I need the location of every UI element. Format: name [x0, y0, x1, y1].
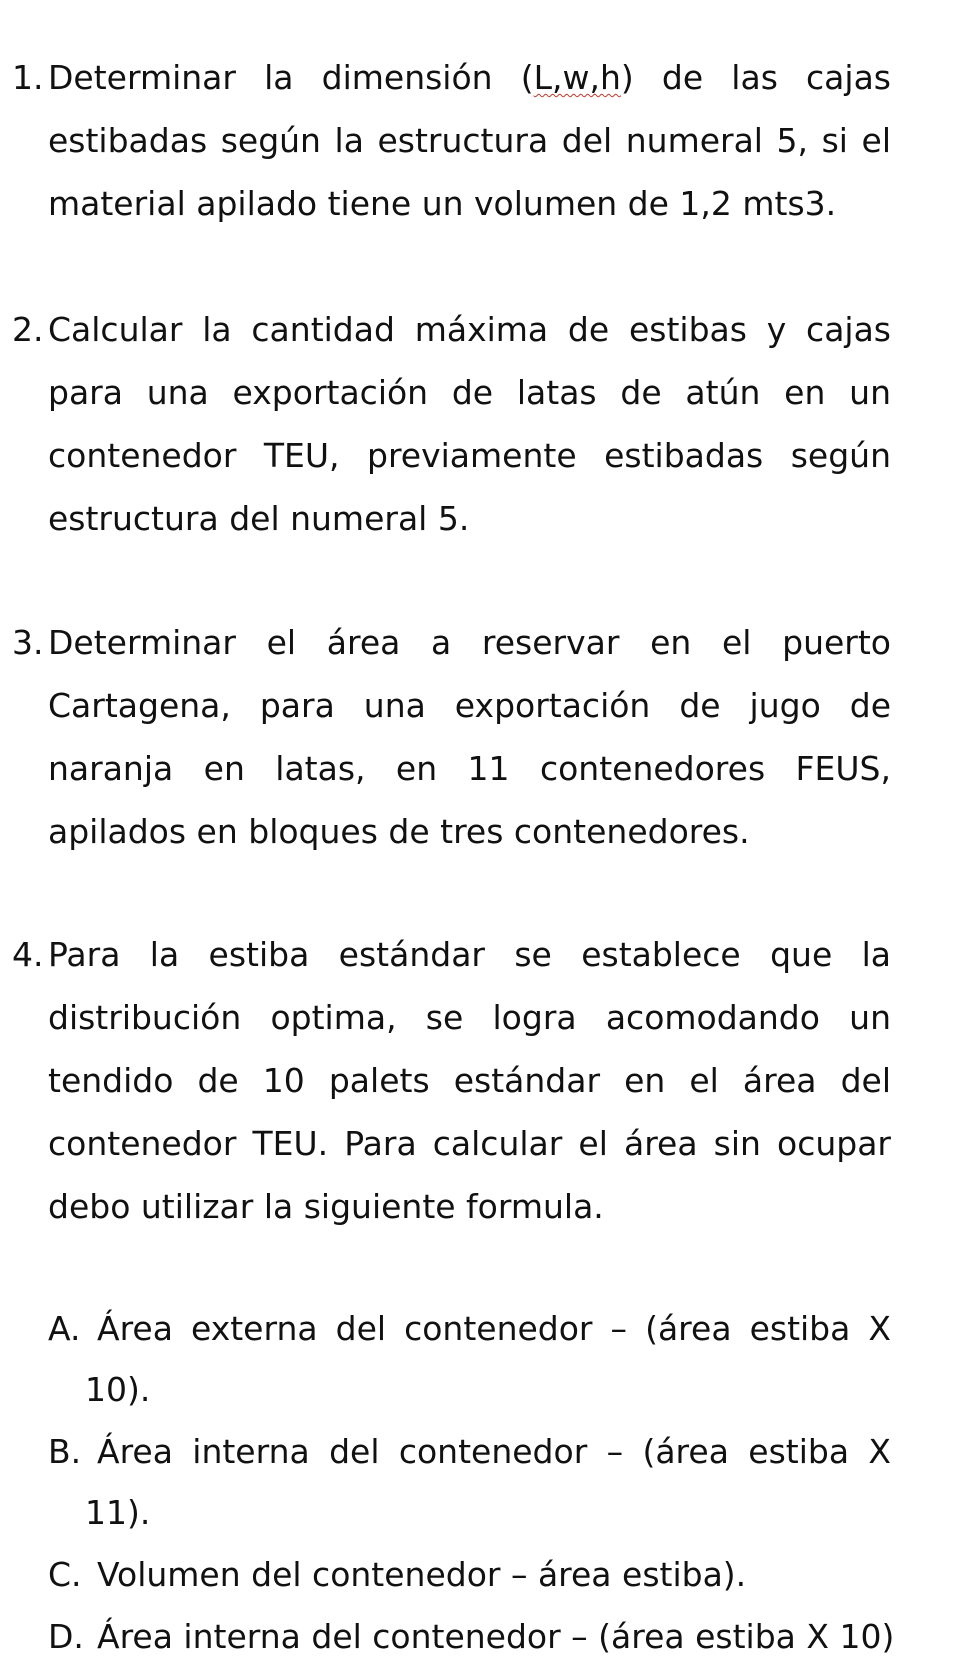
- option-d-line-1: Área interna del contenedor – (área estiba X 10): [97, 1617, 895, 1656]
- item-2-line-3: contenedor TEU, previamente estibadas según: [48, 436, 891, 475]
- option-a-line-1: Área externa del contenedor – (área estiba X: [97, 1309, 891, 1348]
- item-4-line-5: debo utilizar la siguiente formula.: [48, 1187, 604, 1226]
- item-2-line-4: estructura del numeral 5.: [48, 499, 470, 538]
- item-2-line-1: Calcular la cantidad máxima de estibas y cajas: [48, 310, 891, 349]
- item-2-number: 2.: [12, 310, 44, 349]
- option-b-line-2: 11).: [85, 1493, 151, 1532]
- option-c-line-1: Volumen del contenedor – área estiba).: [97, 1555, 747, 1594]
- item-2-line-2: para una exportación de latas de atún en un: [48, 373, 891, 412]
- item-3-line-3: naranja en latas, en 11 contenedores FEUS,: [48, 749, 891, 788]
- item-3-line-1: Determinar el área a reservar en el puerto: [48, 623, 891, 662]
- option-b-letter: B.: [48, 1432, 82, 1471]
- item-4-number: 4.: [12, 935, 44, 974]
- option-d-letter: D.: [48, 1617, 84, 1656]
- item-4-line-2: distribución optima, se logra acomodando un: [48, 998, 891, 1037]
- option-c-letter: C.: [48, 1555, 82, 1594]
- item-1-line-3: material apilado tiene un volumen de 1,2 mts3.: [48, 184, 837, 223]
- option-a-line-2: 10).: [85, 1370, 151, 1409]
- item-1-number: 1.: [12, 58, 44, 97]
- item-3-line-4: apilados en bloques de tres contenedores.: [48, 812, 750, 851]
- item-4-line-3: tendido de 10 palets estándar en el área del: [48, 1061, 891, 1100]
- item-4-line-4: contenedor TEU. Para calcular el área sin ocupar: [48, 1124, 891, 1163]
- item-3-number: 3.: [12, 623, 44, 662]
- item-1-line-1: Determinar la dimensión (L,w,h) de las cajas: [48, 58, 891, 97]
- item-1-line-2: estibadas según la estructura del numeral 5, si el: [48, 121, 891, 160]
- option-a-letter: A.: [48, 1309, 81, 1348]
- spellcheck-underline: L,w,h: [533, 58, 621, 97]
- item-4-line-1: Para la estiba estándar se establece que la: [48, 935, 891, 974]
- option-b-line-1: Área interna del contenedor – (área estiba X: [97, 1432, 891, 1471]
- item-3-line-2: Cartagena, para una exportación de jugo de: [48, 686, 891, 725]
